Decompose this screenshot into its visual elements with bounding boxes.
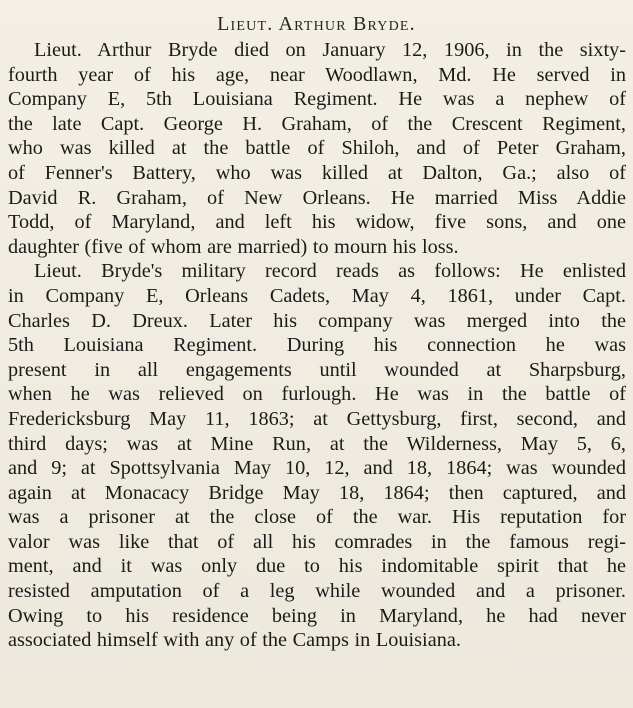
text-line: resisted amputation of a leg while wounded and a prisoner. bbox=[8, 580, 626, 603]
text-line: in Company E, Orleans Cadets, May 4, 1861, under Capt. bbox=[8, 284, 626, 307]
text-line: daughter (five of whom are married) to mourn his loss. bbox=[8, 235, 459, 258]
text-line: Company E, 5th Louisiana Regiment. He was a nephew of bbox=[8, 88, 626, 111]
text-line: 5th Louisiana Regiment. During his connection he was bbox=[8, 334, 626, 357]
text-line: was a prisoner at the close of the war. His reputation for bbox=[8, 506, 626, 529]
text-line: Fredericksburg May 11, 1863; at Gettysburg, first, second, and bbox=[8, 407, 626, 430]
text-line: and 9; at Spottsylvania May 10, 12, and 18, 1864; was wounded bbox=[8, 457, 626, 480]
article-title: Lieut. Arthur Bryde. bbox=[217, 13, 416, 35]
paragraph-military-record bbox=[8, 259, 626, 653]
text-line: associated himself with any of the Camps in Louisiana. bbox=[8, 629, 461, 652]
text-line: David R. Graham, of New Orleans. He married Miss Addie bbox=[8, 186, 626, 209]
paragraph-obituary bbox=[8, 38, 626, 259]
text-line: of Fenner's Battery, who was killed at Dalton, Ga.; also of bbox=[8, 161, 626, 184]
text-line: Todd, of Maryland, and left his widow, five sons, and one bbox=[8, 211, 626, 234]
text-line: Lieut. Bryde's military record reads as follows: He enlisted bbox=[34, 260, 626, 283]
text-line: Lieut. Arthur Bryde died on January 12, 1906, in the sixty- bbox=[34, 39, 626, 61]
text-line: valor was like that of all his comrades in the famous regi- bbox=[8, 530, 626, 553]
text-line: Charles D. Dreux. Later his company was merged into the bbox=[8, 309, 626, 332]
article-body bbox=[8, 38, 626, 653]
text-line: Owing to his residence being in Maryland, he had never bbox=[8, 604, 626, 627]
text-line: present in all engagements until wounded at Sharpsburg, bbox=[8, 358, 626, 381]
text-line: fourth year of his age, near Woodlawn, Md. He served in bbox=[8, 63, 626, 86]
text-line: who was killed at the battle of Shiloh, and of Peter Graham, bbox=[8, 137, 626, 160]
text-line: third days; was at Mine Run, at the Wilderness, May 5, 6, bbox=[8, 432, 626, 455]
text-line: again at Monacacy Bridge May 18, 1864; then captured, and bbox=[8, 481, 626, 504]
text-line: when he was relieved on furlough. He was in the battle of bbox=[8, 383, 626, 406]
text-line: ment, and it was only due to his indomitable spirit that he bbox=[8, 555, 626, 578]
text-line: the late Capt. George H. Graham, of the Crescent Regiment, bbox=[8, 112, 626, 135]
